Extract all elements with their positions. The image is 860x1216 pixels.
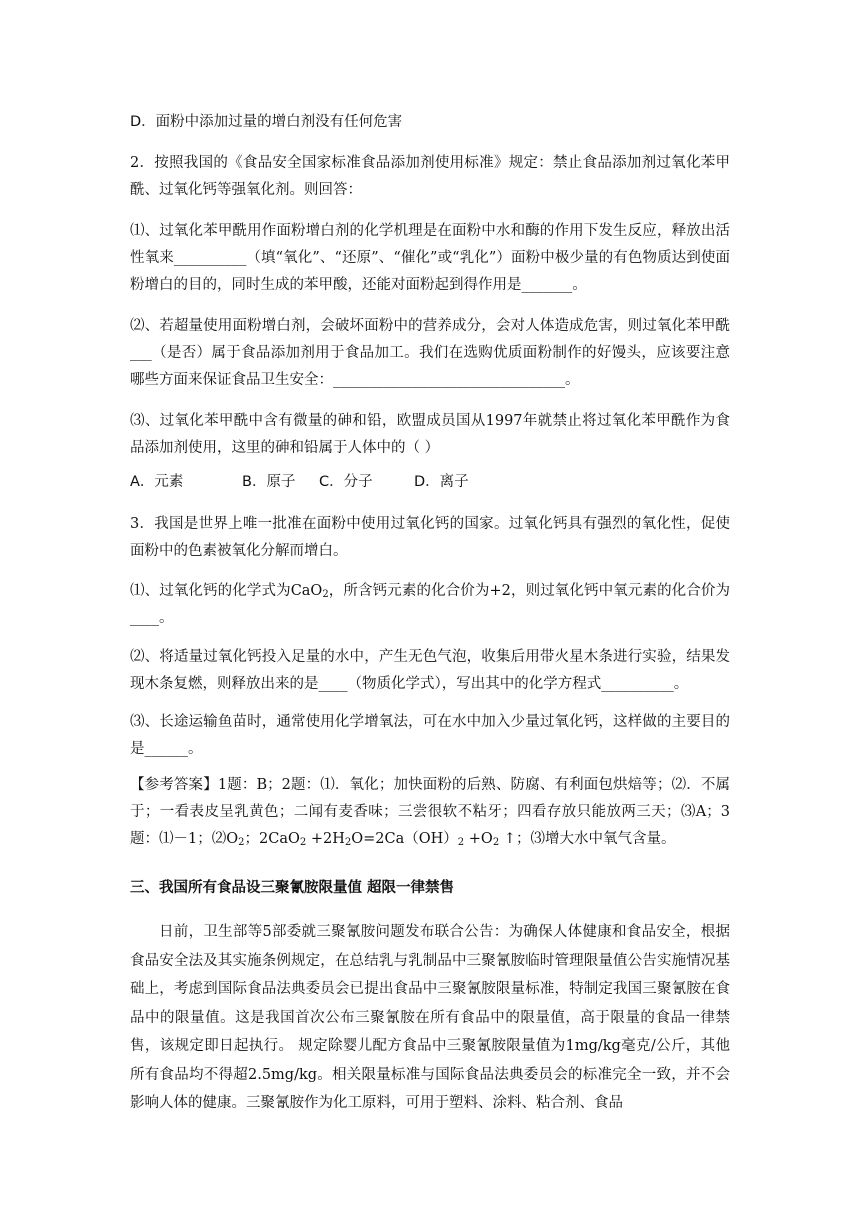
- subscript: 2: [238, 837, 245, 848]
- option-d: D．离子: [414, 474, 469, 490]
- option-c: C．分子: [319, 474, 373, 490]
- answer-text-d: O=2Ca（OH）: [351, 831, 458, 847]
- answer-text-c: +2H: [306, 831, 345, 847]
- question-2-intro: 2．按照我国的《食品安全国家标准食品添加剂使用标准》规定：禁止食品添加剂过氧化苯甲酰、过氧化钙等强氧化剂。则回答：: [130, 155, 730, 198]
- section-3-title: 三、我国所有食品设三聚氰胺限量值 超限一律禁售: [130, 880, 455, 896]
- q1-option-d: D．面粉中添加过量的增白剂没有任何危害: [130, 114, 403, 130]
- question-3-part-1: [130, 578, 730, 632]
- option-b: B．原子: [242, 474, 296, 490]
- subscript: 2: [457, 837, 465, 848]
- answer-text-b: ；2CaO: [244, 831, 300, 847]
- question-3-part-2: ⑵、将适量过氧化钙投入足量的水中，产生无色气泡，收集后用带火星木条进行实验，结果发现木条复燃，则释放出来的是____（物质化学式），写出其中的化学方程式__________。: [130, 649, 730, 692]
- reference-answers: [130, 772, 730, 853]
- subscript: 2: [322, 589, 329, 600]
- question-2-part-1: ⑴、过氧化苯甲酰用作面粉增白剂的化学机理是在面粉中水和酶的作用下发生反应，释放出活性氧来__________（填“氧化”、“还原”、“催化”或“乳化”）面粉中极少量的有色物质达到使面粉增白的目的，同时生成的苯甲酸，还能对面粉起到得作用是_______。: [130, 223, 730, 293]
- q3-1-text-b: ，所含钙元素的化合价为+2，则过氧化钙中氧元素的化合价为____。: [130, 583, 730, 626]
- option-a: A．元素: [130, 474, 184, 490]
- answer-text-e: +O: [464, 831, 493, 847]
- question-2-part-3: ⑶、过氧化苯甲酰中含有微量的砷和铅，欧盟成员国从1997年就禁止将过氧化苯甲酰作为食品添加剂使用，这里的砷和铅属于人体中的（ ）: [130, 413, 730, 456]
- question-2-part-2: ⑵、若超量使用面粉增白剂，会破坏面粉中的营养成分，会对人体造成危害，则过氧化苯甲酰___（是否）属于食品添加剂用于食品加工。我们在选购优质面粉制作的好馒头，应该要注意哪些方面来保证食品卫生安全：________________________________。: [130, 318, 730, 388]
- subscript: 2: [299, 837, 307, 848]
- section-3-body: 日前，卫生部等5部委就三聚氰胺问题发布联合公告：为确保人体健康和食品安全，根据食品安全法及其实施条例规定，在总结乳与乳制品中三聚氰胺临时管理限量值公告实施情况基础上，考虑到国际食品法典委员会已提出食品中三聚氰胺限量标准，特制定我国三聚氰胺在食品中的限量值。这是我国首次公布三聚氰胺在所有食品中的限量值，高于限量的食品一律禁售，该规定即日起执行。 规定除婴儿配方食品中三聚氰胺限量值为1mg/kg毫克/公斤，其他所有食品均不得超2.5mg/kg。相关限量标准与国际食品法典委员会的标准完全一致，并不会影响人体的健康。三聚氰胺作为化工原料，可用于塑料、涂料、粘合剂、食品: [130, 924, 730, 1111]
- subscript: 2: [344, 837, 352, 848]
- q3-1-text-a: ⑴、过氧化钙的化学式为CaO: [130, 583, 323, 599]
- answer-text-a: 【参考答案】1题：B；2题：⑴．氧化；加快面粉的后熟、防腐、有利面包烘焙等；⑵．不属于；一看表皮呈乳黄色；二闻有麦香味；三尝很软不粘牙；四看存放只能放两三天；⑶A；3题：⑴－1；⑵O: [130, 777, 730, 847]
- answer-text-f: ↑；⑶增大水中氧气含量。: [499, 831, 676, 847]
- question-3-intro: 3．我国是世界上唯一批准在面粉中使用过氧化钙的国家。过氧化钙具有强烈的氧化性，促使面粉中的色素被氧化分解而增白。: [130, 516, 730, 559]
- subscript: 2: [492, 837, 500, 848]
- question-3-part-3: ⑶、长途运输鱼苗时，通常使用化学增氧法，可在水中加入少量过氧化钙，这样做的主要目的是______。: [130, 714, 730, 757]
- question-2-options: [130, 469, 730, 496]
